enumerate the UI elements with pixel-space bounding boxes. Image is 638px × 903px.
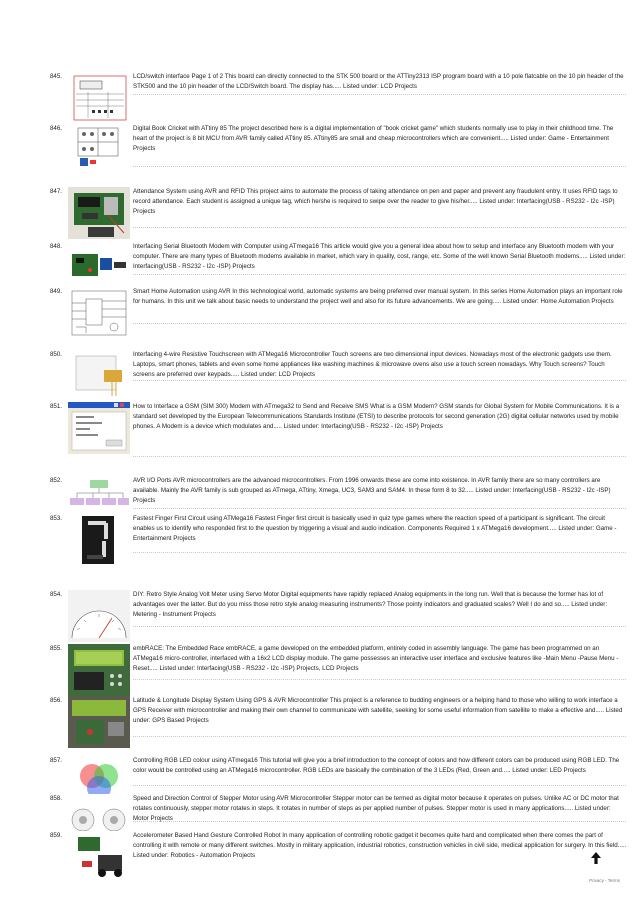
entry-number: 851.: [49, 403, 62, 410]
entry-separator: [133, 679, 626, 680]
entry-description[interactable]: Speed and Direction Control of Stepper Motor using AVR Microcontroller Stepper motor can be termed as digital motor because it operates on pulses. Unlike AC or DC motor that rotates continuously, stepper motor rotates in steps. It rotates in number of steps as per applied number of pulses. Stepper motor is used in many applications..... Listed under: Motor Projects: [133, 795, 619, 823]
entry-number: 846.: [49, 125, 62, 132]
entry-separator: [133, 456, 626, 457]
entry-description[interactable]: Digital Book Cricket with ATtiny 85 The project described here is a digital implementation of "book cricket game" which students normally use to play in their childhood time. The heart of the project is 8 bit MCU from AVR family called ATtiny 85. ATtiny85 are small and cheap microcontrollers which are convenient..... Listed under: Game - Entertainment Projects: [133, 125, 614, 153]
entry-thumbnail[interactable]: [68, 350, 130, 402]
entry-number: 849.: [49, 288, 62, 295]
entry-thumbnail[interactable]: [68, 187, 130, 239]
entry-description[interactable]: Interfacing 4-wire Resistive Touchscreen with ATMega16 Microcontroller Touch screens are two dimensional input devices. Nowadays most of the electronic gadgets use them. Laptops, smart phones, tablets and even some home appliances like washing machines & microwave ovens also use a touch screen nowadays. Why Touch screens? Touch screens are preferred over keypads..... Listed under: LCD Projects: [133, 351, 612, 379]
entry-separator: [133, 380, 626, 381]
entry-separator: [133, 94, 626, 95]
entry-description[interactable]: Latitude & Longitude Display System Using GPS & AVR Microcontroller This project is a reference to budding engineers or a helping hand to those who willing to work interface a GPS Receiver with microcontroller and making their own channel to communicate with satellite, seeking for some useful information from satellite to make a effective and..... Listed under: GPS Based Projects: [133, 697, 623, 725]
entry-separator: [133, 821, 626, 822]
entry-separator: [133, 626, 626, 627]
entry-description[interactable]: Smart Home Automation using AVR In this technological world, automatic systems are being preferred over manual system. In this series Home Automation plays an important role for humans. In this unit we talk about basic needs to understand the project well and also for its future advancements. We are going..... Listed under: Home Automation Projects: [133, 288, 623, 306]
entry-description[interactable]: How to Interface a GSM (SIM 300) Modem with ATmega32 to Send and Receive SMS What is a GSM Modem? GSM stands for Global System for Mobile Communications. It is a standard set developed by the European Telecommunications Standards Institute (ETSI) to describe protocols for second generation (2G) digital cellular networks used by mobile phones. A Modem is a device which modulates and..... Listed under: Interfacing(USB - RS232 - I2c -ISP) Projects: [133, 403, 620, 431]
entry-description[interactable]: Accelerometer Based Hand Gesture Controlled Robot In many application of controlling robotic gadget it becomes quite hard and complicated when there comes the part of controlling it with remote or many different switches. Mostly in military application, industrial robotics, construction vehicles in civil side, medical application for surgery. In this field..... Listed under: Robotics - Automation Projects: [133, 832, 627, 860]
entry-separator: [133, 227, 626, 228]
entry-description[interactable]: embRACE: The Embedded Race embRACE, a game developed on the embedded platform, entirely coded in assembly language. The game has been programmed on an ATMega16 micro-controller, interfaced with a 16x2 LCD display module. The game possesses an interactive user interface and exclusive features like -Main Menu -Pause Menu -Reset..... Listed under: Interfacing(USB - RS232 - I2c -ISP) Projects, LCD Projects: [133, 645, 619, 673]
entry-separator: [133, 508, 626, 509]
entry-separator: [133, 274, 626, 275]
entry-number: 858.: [49, 795, 62, 802]
entry-separator: [133, 323, 626, 324]
entry-separator: [133, 785, 626, 786]
entry-thumbnail[interactable]: [68, 644, 130, 696]
entry-description[interactable]: Interfacing Serial Bluetooth Modem with Computer using ATmega16 This article would give you a general idea about how to setup and interface any Bluetooth modem with your computer. There are many types of Bluetooth modems available in market, which vary in quality, cost, range, etc. Some of the well known Serial Bluetooth modems..... Listed under: Interfacing(USB - RS232 - I2c -ISP) Projects: [133, 243, 626, 271]
entry-separator: [133, 552, 626, 553]
back-to-top-button[interactable]: [590, 851, 602, 865]
entry-description[interactable]: Controlling RGB LED colour using ATmega16 This tutorial will give you a brief introduction to the concept of colors and how different colors can be produced using RGB LED. The color would be controlled using an ATMega16 microcontroller. RGB LEDs are basically the combination of the 3 LEDs (Red, Green and..... Listed under: LED Projects: [133, 757, 620, 775]
entry-thumbnail[interactable]: [68, 72, 130, 124]
entry-number: 845.: [49, 73, 62, 80]
entry-number: 856.: [49, 697, 62, 704]
entry-description[interactable]: LCD/switch interface Page 1 of 2 This board can directly connected to the STK 500 board or the ATTiny2313 ISP program board with a 10 pole flatcable on the 10 pin header of the STK500 and the 10 pin header of the LCD/Switch board. The display has..... Listed under: LCD Projects: [133, 73, 624, 91]
entry-number: 852.: [49, 477, 62, 484]
entry-description[interactable]: Attendance System using AVR and RFID This project aims to automate the process of taking attendance on pen and paper and prevent any fraudulent entry. It uses RFID tags to record attendance. Each student is assigned a unique tag, which he/she is required to swipe over the reader to give his/her..... Listed under: Interfacing(USB - RS232 - I2c -ISP) Projects: [133, 188, 618, 216]
entry-separator: [133, 736, 626, 737]
entry-thumbnail[interactable]: [68, 514, 130, 566]
entry-description[interactable]: DIY: Retro Style Analog Volt Meter using Servo Motor Digital equipments have rapidly replaced Analog equipments in the long run. Well that is because the former has lot of advantages over the latter. But do you miss those retro style analog measuring instruments? Those pointy indicators and graduated scales? Well I do and so..... Listed under: Metering - Instrument Projects: [133, 591, 608, 619]
entry-number: 847.: [49, 188, 62, 195]
entry-thumbnail[interactable]: [68, 696, 130, 748]
entry-number: 848.: [49, 243, 62, 250]
entry-number: 857.: [49, 757, 62, 764]
entry-thumbnail[interactable]: [68, 124, 130, 176]
entry-number: 850.: [49, 351, 62, 358]
entry-number: 854.: [49, 591, 62, 598]
entry-thumbnail[interactable]: [68, 287, 130, 339]
entry-number: 855.: [49, 645, 62, 652]
up-arrow-icon: [590, 851, 602, 865]
entry-thumbnail[interactable]: [68, 402, 130, 454]
footer-links[interactable]: Privacy - Terms: [589, 878, 620, 883]
entry-thumbnail[interactable]: [68, 831, 130, 883]
entry-description[interactable]: AVR I/O Ports AVR microcontrollers are the advanced microcontrollers. From 1996 onwards these are come into existence. In AVR family there are so many controllers are available. Mainly the AVR family is sub grouped as ATmega, ATtiny, Xmega, UC3, SAM3 and SAM4. In these form 8 to 32..... Listed under: Interfacing(USB - RS232 - I2c -ISP) Projects: [133, 477, 611, 505]
entry-description[interactable]: Fastest Finger First Circuit using ATMega16 Fastest Finger first circuit is basically used in quiz type games where the reaction speed of a participant is significant. The circuit enables us to identify who responded first to the question by triggering a visual and audio indication. Components Required 1 x ATMega16 development..... Listed under: Game - Entertainment Projects: [133, 515, 617, 543]
entry-thumbnail[interactable]: [68, 590, 130, 642]
entry-number: 853.: [49, 515, 62, 522]
entry-number: 859.: [49, 832, 62, 839]
entry-separator: [133, 166, 626, 167]
